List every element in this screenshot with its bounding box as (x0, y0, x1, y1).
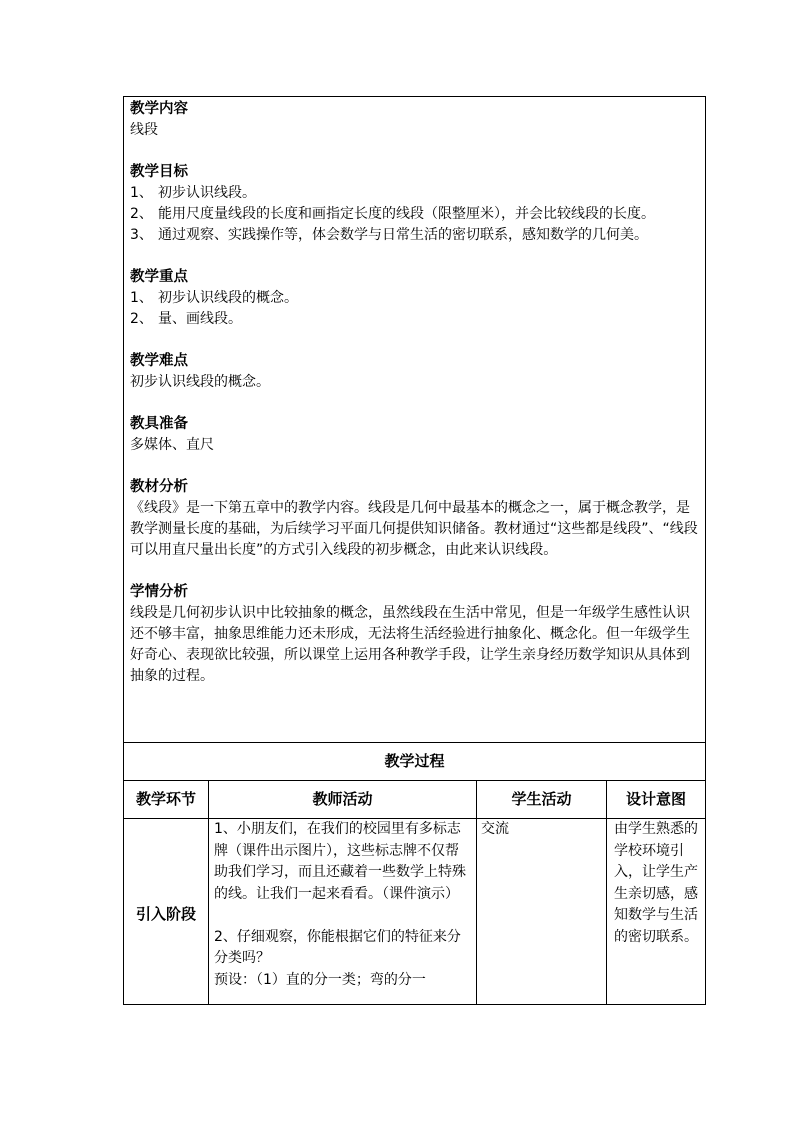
section-text: 初步认识线段的概念。 (130, 374, 270, 390)
design-intent-cell: 由学生熟悉的学校环境引入，让学生产生亲切感，感知数学与生活的密切联系。 (614, 821, 698, 945)
item-number: 3、 (130, 227, 153, 243)
section-tools (130, 414, 702, 456)
section-heading: 教学内容 (130, 101, 188, 117)
section-heading: 教学重点 (130, 269, 188, 285)
process-title: 教学过程 (384, 752, 445, 770)
section-text: 线段是几何初步认识中比较抽象的概念，虽然线段在生活中常见，但是一年级学生感性认识还不够丰富，抽象思维能力还未形成，无法将生活经验进行抽象化、概念化。但一年级学生好奇心、表现欲比较强，所以课堂上运用各种教学手段，让学生亲身经历数学知识从具体到抽象的过程。 (130, 605, 690, 684)
section-goals (130, 162, 702, 246)
item-number: 1、 (130, 290, 153, 306)
teacher-paragraph: 预设：（1）直的分一类；弯的分一 (214, 971, 426, 988)
section-material (130, 477, 702, 561)
teacher-activity-cell (214, 819, 472, 991)
item-text: 能用尺度量线段的长度和画指定长度的线段（限整厘米），并会比较线段的长度。 (158, 206, 655, 222)
section-content (130, 99, 702, 141)
item-number: 2、 (130, 206, 153, 222)
item-text: 初步认识线段的概念。 (158, 290, 298, 306)
list-item (130, 204, 702, 225)
spacer (214, 905, 472, 927)
list-item (130, 309, 702, 330)
list-item (130, 183, 702, 204)
section-difficulty (130, 351, 702, 393)
section-heading: 学情分析 (130, 584, 188, 600)
section-key-points (130, 267, 702, 330)
item-number: 1、 (130, 185, 153, 201)
section-students (130, 582, 702, 687)
lesson-info (130, 99, 702, 708)
section-heading: 教学难点 (130, 353, 188, 369)
section-text: 《线段》是一下第五章中的教学内容。线段是几何中最基本的概念之一，属于概念教学，是教学测量长度的基础，为后续学习平面几何提供知识储备。教材通过“这些都是线段”、“线段可以用直尺量出长度”的方式引入线段的初步概念，由此来认识线段。 (130, 500, 698, 558)
section-text: 多媒体、直尺 (130, 437, 214, 453)
stage-cell: 引入阶段 (135, 905, 196, 923)
item-text: 通过观察、实践操作等，体会数学与日常生活的密切联系，感知数学的几何美。 (158, 227, 648, 243)
item-text: 初步认识线段。 (158, 185, 256, 201)
lesson-plan-table (123, 96, 706, 1005)
section-heading: 教材分析 (130, 479, 188, 495)
section-heading: 教具准备 (130, 416, 188, 432)
teacher-paragraph: 2、仔细观察，你能根据它们的特征来分分类吗？ (214, 928, 461, 966)
header-stage: 教学环节 (135, 790, 196, 808)
header-teacher: 教师活动 (312, 790, 373, 808)
section-text: 线段 (130, 122, 158, 138)
teacher-paragraph: 1、小朋友们，在我们的校园里有多标志牌（课件出示图片），这些标志牌不仅帮助我们学习，而且还藏着一些数学上特殊的线。让我们一起来看看。（课件演示） (214, 821, 466, 902)
section-heading: 教学目标 (130, 164, 188, 180)
student-activity-cell: 交流 (481, 821, 509, 837)
item-number: 2、 (130, 311, 153, 327)
list-item (130, 288, 702, 309)
header-student: 学生活动 (511, 790, 572, 808)
list-item (130, 225, 702, 246)
item-text: 量、画线段。 (158, 311, 242, 327)
header-intent: 设计意图 (625, 790, 686, 808)
